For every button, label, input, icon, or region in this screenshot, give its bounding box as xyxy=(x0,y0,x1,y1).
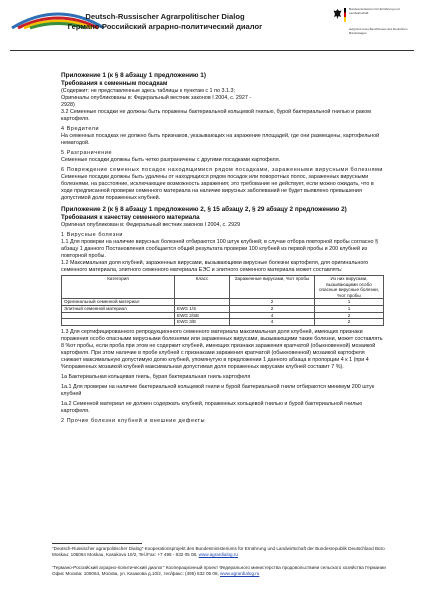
paragraph-5: Семенные посадки должны быть четко разграничены с другими посадками картофеля. xyxy=(61,157,281,163)
paragraph-1-3: 1.3 Для сертифицированного репродукционного семенного материала максимальная доля клубней, имеющих признаки поражения особо опасными вирусными болезнями или зараженных вирусами, вызывающими такие болезни, может составлять 8 %от пробы, если проба при этом не содержит клубней, имеющих признаки заражения крапчатой (обыкновенной) мозаикой картофеля. При этом наличие в пробе клубней с признаками заражения крапчатой (обыкновенной) мозаикой картофеля снижает максимальную допустимую долю клубней, упомянутую в предложении 1 данного абзаца в пропорции 4 к 1 (при 4 %пораженных мозаикой клубней максимальная допустимая доля пораженных вирусами клубней составит 7 %). xyxy=(61,328,383,370)
ministry-name-de: Bundesministerium für Ernährung und Landwirtschaft xyxy=(349,7,400,15)
annex2-subtitle: Требования к качеству семенного материала xyxy=(61,214,200,221)
footer-de-text: "Deutsch-Russischer agrarpolitischer Dialog" Kooperationsprojekt des Bundesministeriums für Ernährung und Landwirtschaft der Bundesrepublik Deutschland Büro Moskau: 105064 Moskau, Kasakova 10/2, Tel./Fax: +7 495 - 632 05 08, xyxy=(52,546,385,557)
document-body xyxy=(61,72,383,425)
footer-ru xyxy=(52,565,397,576)
table-row xyxy=(62,319,384,326)
annex1-title: Приложение 1 (к § 8 абзацу 1 предложению 1) xyxy=(61,72,206,79)
header-divider xyxy=(10,50,414,51)
section-5-heading: 5 Разграничение xyxy=(61,150,113,156)
cell-category xyxy=(62,312,175,319)
page-header xyxy=(0,0,424,48)
cell-severe: 1 xyxy=(315,299,384,306)
footer-de-link[interactable]: www.agrardialog.ru xyxy=(198,551,238,557)
cell-class xyxy=(175,299,230,306)
col-virus: Зараженные вирусами, %от пробы xyxy=(230,276,315,299)
paragraph-3-2: 3.2 Семенные посадки не должны быть поражены бактериальной кольцевой гнилью, бурой бактериальной гнилью и раком картофеля. xyxy=(61,109,371,122)
paragraph-6: Семенные посадки должны быть удалены от находящихся рядом посадок или поворотных полос, зараженных вирусными болезнями, на расстояние, исключающее возможность заражения; это требование не действует, если можно ожидать, что в ходе предписанной проверки семенного материала на наличие вирусных заболеваний не будет выявлено превышения допустимой доли пораженных клубней. xyxy=(61,174,374,201)
cell-virus: 4 xyxy=(230,312,315,319)
german-flag-icon xyxy=(344,8,346,22)
annex2-title: Приложение 2 (к § 8 абзацу 1 предложению 2, § 15 абзацу 2, § 29 абзацу 2 предложению 2) xyxy=(61,206,347,213)
org-title-de: Deutsch-Russischer Agrarpolitischer Dialog xyxy=(85,12,245,21)
cell-category xyxy=(62,319,175,326)
cell-severe: 2 xyxy=(315,319,384,326)
paragraph-1-2: 1.2 Максимальная доля клубней, зараженных вирусами, вызывающими вирусные болезни картофеля, для оригинального семенного материала, элитного семенного материала ЕЭС и элитного семенного материала может составлять: xyxy=(61,260,369,273)
col-category: Категория xyxy=(62,276,175,299)
footer-de xyxy=(52,546,397,557)
footer-divider xyxy=(52,543,142,544)
footer-ru-text: "Германо-Российский аграрно-политический диалог" Кооперационный проект Федерального министерства продовольствияи сельского хозяйства Германии Офис Москва: 105064, Москва, ул. Казакова д.10/2, тел/факс: (495) 632 05 08, xyxy=(52,565,386,576)
ministry-subtitle: aufgrund eines Beschlusses des Deutschen Bundestages xyxy=(349,27,408,35)
cell-virus: 4 xyxy=(230,319,315,326)
virus-tolerance-table xyxy=(61,275,384,326)
cell-virus: 2 xyxy=(230,299,315,306)
table-header-row xyxy=(62,276,384,299)
footer-ru-link[interactable]: www.agrardialog.ru xyxy=(220,570,260,576)
federal-eagle-icon xyxy=(333,8,342,20)
section-2-heading: 2 Прочие болезни клубней и внешние дефекты xyxy=(61,417,206,424)
cell-class: EWG 3/E xyxy=(175,319,230,326)
annex1-note-line1: (Содержит: не представленные здесь таблицы к пунктам с 1 по 3.1.3; xyxy=(61,88,235,94)
section-6-heading: 6 Повреждение семенных посадок находящимися рядом посадками, зараженными вирусными болезнями xyxy=(61,167,384,173)
annex1-note-line2: Оригиналы опубликованы в: Федеральный вестник законов I 2004, с. 2927 - xyxy=(61,95,252,101)
paragraph-1a: 1a Бактериальная кольцевая гниль, бурая бактериальная гниль картофеля xyxy=(61,373,251,380)
section-4-heading: 4 Вредители xyxy=(61,126,100,132)
cell-class: EWG 1/S xyxy=(175,305,230,312)
annex2-source: Оригинал опубликован в: Федеральный вестник законов I 2004, с. 2929 xyxy=(61,222,241,228)
paragraph-1a-2: 1a.2 Семенной материал не должен содержать клубней, пораженных кольцевой гнилью и бурой бактериальной гнилью картофеля. xyxy=(61,400,363,414)
cell-class: EWG 2/SE xyxy=(175,312,230,319)
table-row xyxy=(62,299,384,306)
paragraph-4: На семенных посадках не должно быть признаков, указывающих на заражение площадей, где они размещены, картофельной нематодой. xyxy=(61,133,380,146)
annex1-subtitle: Требования к семенным посадкам xyxy=(61,80,168,87)
table-row xyxy=(62,312,384,319)
cell-severe: 1 xyxy=(315,305,384,312)
paragraph-1-1: 1.1 Для проверки на наличие вирусных болезней отбираются 100 штук клубней; в случае отбора повторной пробы согласно § абзацу 1 данного Постановления сообщается общий результата проверки 100 клубней из первой пробы и 200 клубней из повторной пробы. xyxy=(61,239,378,259)
section-1-heading: 1 Вирусные болезни xyxy=(61,232,123,238)
paragraph-1a-1: 1a.1 Для проверки на наличие бактериальной кольцевой гнили и бурой бактериальной гнили отбираются минимум 200 штук клубней xyxy=(61,383,375,397)
col-severe: Из них вирусами, вызывающими особо опасные вирусные болезни, %от пробы xyxy=(315,276,384,299)
org-title-ru: Германо-Российский аграрно-политический диалог xyxy=(67,22,263,31)
cell-category: Оригинальный семенной материал xyxy=(62,299,175,306)
annex1-note-line3: 2928) xyxy=(61,102,75,108)
cell-virus: 2 xyxy=(230,305,315,312)
col-class: Класс xyxy=(175,276,230,299)
cell-severe: 2 xyxy=(315,312,384,319)
table-row xyxy=(62,305,384,312)
cell-category: Элитный семенной материал xyxy=(62,305,175,312)
